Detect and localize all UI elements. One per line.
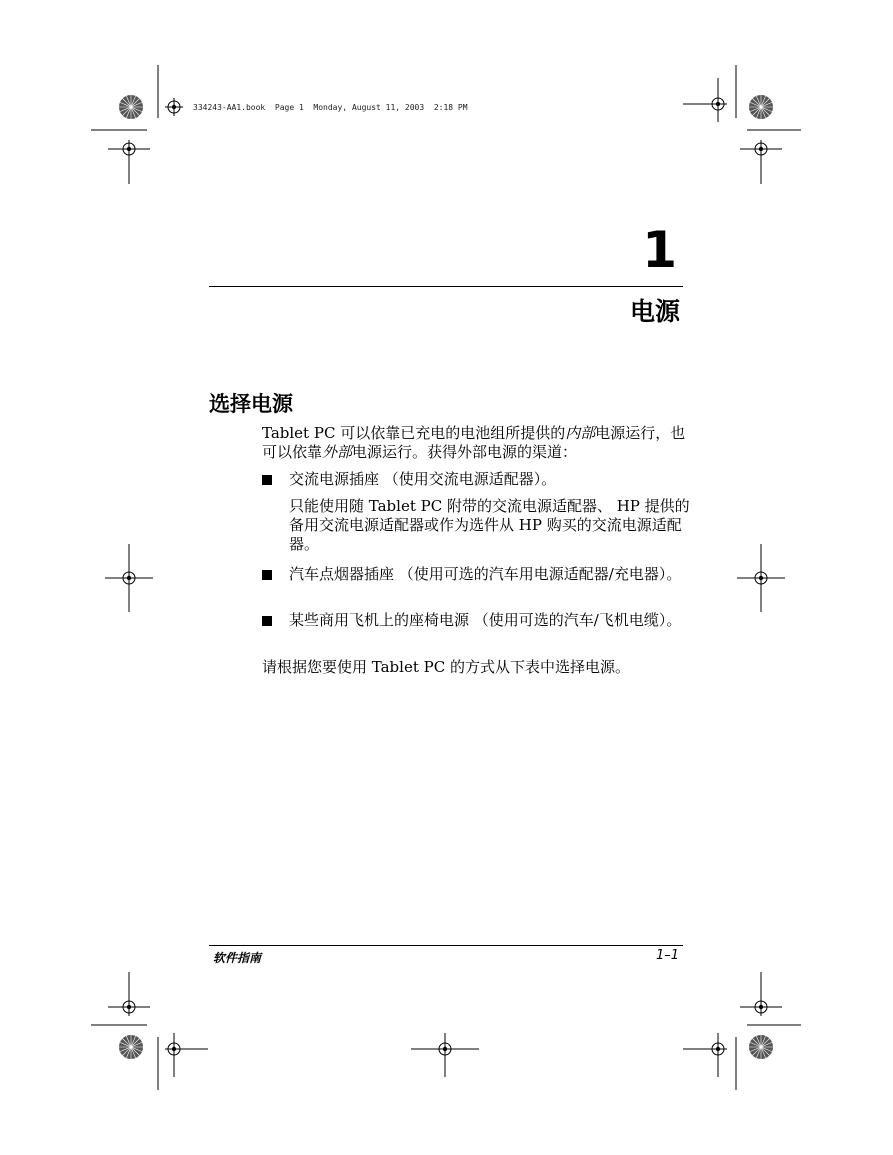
list-item: 某些商用飞机上的座椅电源 （使用可选的汽车/飞机电缆）。 bbox=[289, 611, 682, 629]
chapter-rule bbox=[209, 286, 683, 287]
bullet-square-icon bbox=[262, 616, 272, 626]
footer-page-number: 1–1 bbox=[655, 948, 679, 963]
closing-paragraph: 请根据您要使用 Tablet PC 的方式从下表中选择电源。 bbox=[262, 658, 630, 676]
chapter-title: 电源 bbox=[629, 297, 680, 326]
color-target-top-right bbox=[749, 95, 773, 119]
list-item: 交流电源插座 （使用交流电源适配器）。 bbox=[289, 470, 557, 488]
intro-text-1: Tablet PC 可以依靠已充电的电池组所提供的 bbox=[262, 424, 566, 442]
bullet-square-icon bbox=[262, 475, 272, 485]
intro-paragraph bbox=[262, 424, 692, 462]
list-item-note: 只能使用随 Tablet PC 附带的交流电源适配器、 HP 提供的备用交流电源适配器或作为选件从 HP 购买的交流电源适配器。 bbox=[289, 497, 690, 553]
color-target-top-left bbox=[119, 95, 143, 119]
intro-text-3: 电源运行。获得外部电源的渠道： bbox=[352, 443, 578, 461]
color-target-bottom-left bbox=[119, 1035, 143, 1059]
section-heading: 选择电源 bbox=[209, 392, 293, 416]
list-item: 汽车点烟器插座 （使用可选的汽车用电源适配器/充电器）。 bbox=[289, 565, 682, 583]
color-target-bottom-right bbox=[749, 1035, 773, 1059]
intro-text-2: 电源运行，也可以依靠 bbox=[262, 424, 686, 461]
chapter-number: 1 bbox=[642, 221, 677, 279]
bullet-square-icon bbox=[262, 570, 272, 580]
intro-emphasis-external: 外部 bbox=[322, 443, 353, 461]
footer-rule bbox=[209, 945, 683, 946]
intro-emphasis-internal: 内部 bbox=[565, 424, 596, 442]
footer-book-title: 软件指南 bbox=[213, 951, 262, 965]
print-slug-line: 334243-AA1.book Page 1 Monday, August 11, 2003 2:18 PM bbox=[193, 103, 468, 112]
